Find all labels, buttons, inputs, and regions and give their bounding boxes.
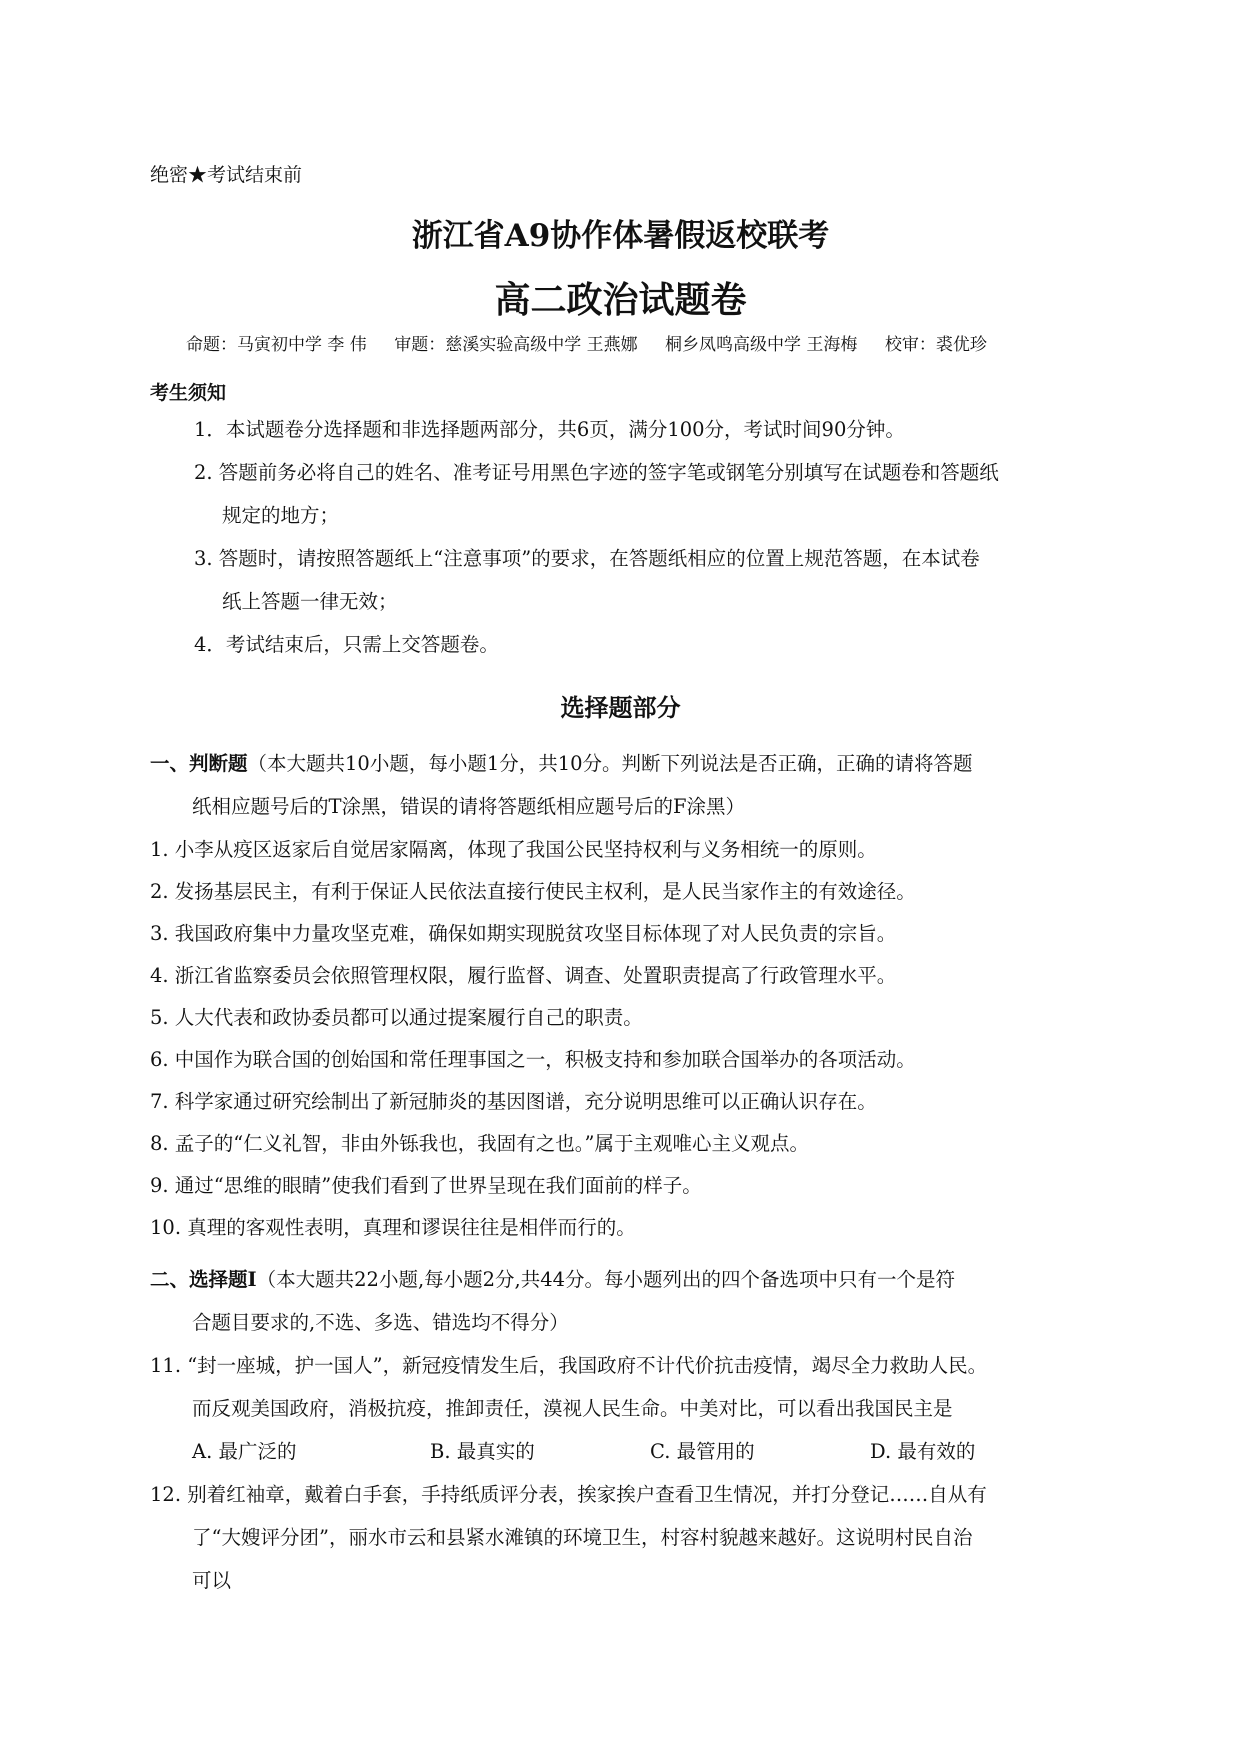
question-item: 3. 我国政府集中力量攻坚克难，确保如期实现脱贫攻坚目标体现了对人民负责的宗旨。 xyxy=(150,922,897,945)
question-item: 9. 通过“思维的眼睛”使我们看到了世界呈现在我们面前的样子。 xyxy=(150,1174,702,1197)
part1-desc-cont: 纸相应题号后的T涂黑，错误的请将答题纸相应题号后的F涂黑） xyxy=(192,795,746,818)
authors-line xyxy=(186,330,1009,355)
part2-heading-line xyxy=(150,1264,955,1292)
author-school-reviewer: 校审：裘优珍 xyxy=(884,335,987,355)
part2-desc: （本大题共22小题,每小题2分,共44分。每小题列出的四个备选项中只有一个是符 xyxy=(256,1268,956,1291)
question-item: 8. 孟子的“仁义礼智，非由外铄我也，我固有之也。”属于主观唯心主义观点。 xyxy=(150,1132,809,1155)
secret-label: 绝密★考试结束前 xyxy=(150,164,303,186)
option-b: B. 最真实的 xyxy=(430,1440,535,1463)
exam-title: 浙江省A9协作体暑假返校联考 xyxy=(411,218,830,254)
part2-heading: 二、选择题Ⅰ xyxy=(150,1268,257,1291)
notice-item: 1．本试题卷分选择题和非选择题两部分，共6页，满分100分，考试时间90分钟。 xyxy=(194,418,905,441)
author-proposer: 命题：马寅初中学 李 伟 xyxy=(186,335,367,355)
question-12-cont: 可以 xyxy=(192,1569,232,1592)
question-11-cont: 而反观美国政府，消极抗疫，推卸责任，漠视人民生命。中美对比，可以看出我国民主是 xyxy=(192,1397,953,1420)
question-item: 5. 人大代表和政协委员都可以通过提案履行自己的职责。 xyxy=(150,1006,643,1029)
notice-item: 4．考试结束后，只需上交答题卷。 xyxy=(194,633,499,656)
question-12: 12. 别着红袖章，戴着白手套，手持纸质评分表，挨家挨户查看卫生情况，并打分登记……自从有 xyxy=(150,1483,987,1506)
notice-item: 2. 答题前务必将自己的姓名、准考证号用黑色字迹的签字笔或钢笔分别填写在试题卷和答题纸 xyxy=(194,461,999,484)
author-reviewer-2: 桐乡凤鸣高级中学 王海梅 xyxy=(665,335,858,355)
option-d: D. 最有效的 xyxy=(870,1440,976,1463)
question-11: 11. “封一座城，护一国人”，新冠疫情发生后，我国政府不计代价抗击疫情，竭尽全力救助人民。 xyxy=(150,1354,988,1377)
notice-item-cont: 纸上答题一律无效； xyxy=(222,590,398,613)
notice-item-cont: 规定的地方； xyxy=(222,504,340,527)
question-item: 6. 中国作为联合国的创始国和常任理事国之一，积极支持和参加联合国举办的各项活动。 xyxy=(150,1048,916,1071)
question-item: 2. 发扬基层民主，有利于保证人民依法直接行使民主权利，是人民当家作主的有效途径。 xyxy=(150,880,916,903)
option-a: A. 最广泛的 xyxy=(192,1440,297,1463)
notice-title: 考生须知 xyxy=(150,382,227,404)
part1-heading: 一、判断题 xyxy=(150,752,248,775)
part1-desc: （本大题共10小题，每小题1分，共10分。判断下列说法是否正确，正确的请将答题 xyxy=(247,752,973,775)
question-12-cont: 了“大嫂评分团”，丽水市云和县紧水滩镇的环境卫生，村容村貌越来越好。这说明村民自治 xyxy=(192,1526,973,1549)
exam-subtitle: 高二政治试题卷 xyxy=(494,279,747,321)
part1-heading-line xyxy=(150,748,973,776)
author-reviewer: 审题：慈溪实验高级中学 王燕娜 xyxy=(394,335,638,355)
question-item: 7. 科学家通过研究绘制出了新冠肺炎的基因图谱，充分说明思维可以正确认识存在。 xyxy=(150,1090,877,1113)
notice-item: 3. 答题时，请按照答题纸上“注意事项”的要求，在答题纸相应的位置上规范答题，在本试卷 xyxy=(194,547,980,570)
question-item: 4. 浙江省监察委员会依照管理权限，履行监督、调查、处置职责提高了行政管理水平。 xyxy=(150,964,897,987)
section-title: 选择题部分 xyxy=(560,693,681,722)
option-c: C. 最管用的 xyxy=(650,1440,755,1463)
question-item: 1. 小李从疫区返家后自觉居家隔离，体现了我国公民坚持权利与义务相统一的原则。 xyxy=(150,838,877,861)
part2-desc-cont: 合题目要求的,不选、多选、错选均不得分） xyxy=(192,1311,569,1334)
question-item: 10. 真理的客观性表明，真理和谬误往往是相伴而行的。 xyxy=(150,1216,636,1239)
